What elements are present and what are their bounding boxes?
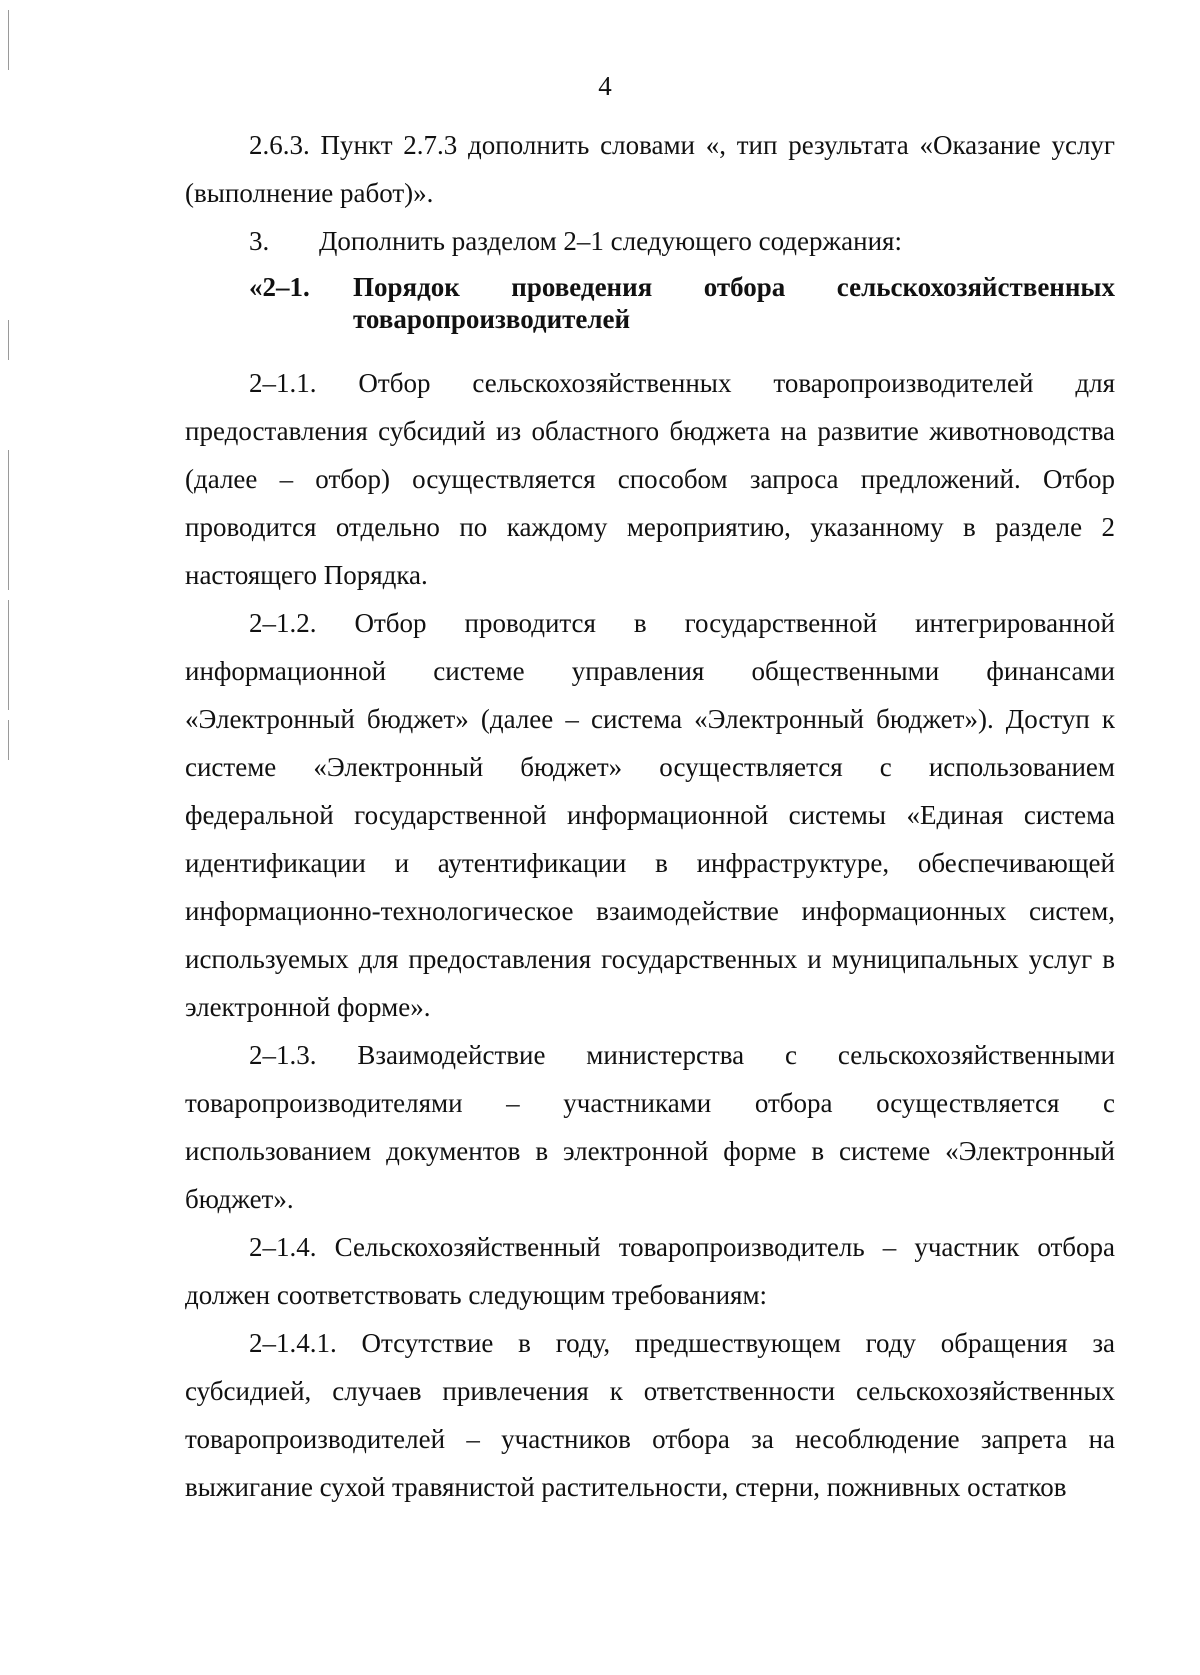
paragraph-2-1-2: 2–1.2. Отбор проводится в государственной интегрированной информационной системе управления общественными финансами «Электронный бюджет» (далее – система «Электронный бюджет»). Доступ к системе «Электронный бюджет» осуществляется с использованием федеральной государственной информационной системы «Единая система идентификации и аутентификации в инфраструктуре, обеспечивающей информационно-технологическое взаимодействие информационных систем, используемых для предоставления государственных и муниципальных услуг в электронной форме».	[185, 608, 1115, 1022]
list-item-3	[185, 217, 1115, 265]
section-heading-title: Порядок проведения отбора сельскохозяйственных товаропроизводителей	[353, 272, 1115, 334]
section-heading-number: «2–1.	[249, 272, 310, 302]
paragraph-2-6-3: 2.6.3. Пункт 2.7.3 дополнить словами «, тип результата «Оказание услуг (выполнение работ)».	[185, 130, 1115, 208]
list-item-number: 3.	[249, 226, 270, 256]
list-item-text: Дополнить разделом 2–1 следующего содержания:	[319, 226, 902, 256]
paragraph-2-1-1: 2–1.1. Отбор сельскохозяйственных товаропроизводителей для предоставления субсидий из областного бюджета на развитие животноводства (далее – отбор) осуществляется способом запроса предложений. Отбор проводится отдельно по каждому мероприятию, указанному в разделе 2 настоящего Порядка.	[185, 368, 1115, 590]
page-number: 4	[598, 71, 612, 101]
paragraph-2-1-3: 2–1.3. Взаимодействие министерства с сельскохозяйственными товаропроизводителями – участниками отбора осуществляется с использованием документов в электронной форме в системе «Электронный бюджет».	[185, 1040, 1115, 1214]
scan-edge-marks	[8, 0, 14, 800]
paragraph-2-1-4-1: 2–1.4.1. Отсутствие в году, предшествующем году обращения за субсидией, случаев привлечения к ответственности сельскохозяйственных товаропроизводителей – участников отбора за несоблюдение запрета на выжигание сухой травянистой растительности, стерни, пожнивных остатков	[185, 1328, 1115, 1502]
paragraph-2-1-4: 2–1.4. Сельскохозяйственный товаропроизводитель – участник отбора должен соответствовать следующим требованиям:	[185, 1232, 1115, 1310]
section-heading	[185, 271, 1115, 335]
document-body	[185, 121, 1115, 1511]
